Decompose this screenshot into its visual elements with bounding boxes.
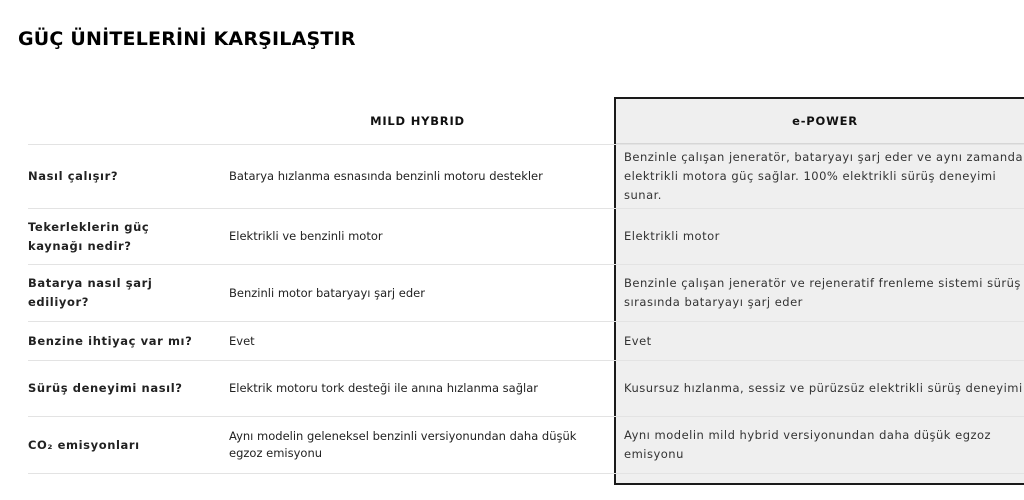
column-header-e-power: e-POWER xyxy=(792,114,858,128)
e-power-value: Aynı modelin mild hybrid versiyonundan daha düşük egzoz emisyonu xyxy=(614,417,1024,474)
mild-hybrid-value: Batarya hızlanma esnasında benzinli motoru destekler xyxy=(221,145,614,209)
table-row xyxy=(28,265,1024,322)
e-power-value: Evet xyxy=(614,322,1024,361)
powertrain-comparison-table xyxy=(28,98,1024,474)
mild-hybrid-value: Evet xyxy=(221,322,614,361)
mild-hybrid-value: Benzinli motor bataryayı şarj eder xyxy=(221,265,614,322)
column-header-label xyxy=(28,98,221,145)
e-power-value: Benzinle çalışan jeneratör, bataryayı şarj eder ve aynı zamanda elektrikli motora güç sağlar. 100% elektrikli sürüş deneyimi sunar. xyxy=(614,145,1024,209)
row-label: Batarya nasıl şarj ediliyor? xyxy=(28,265,221,322)
column-header-mild-hybrid: MILD HYBRID xyxy=(370,114,465,128)
mild-hybrid-value: Aynı modelin geleneksel benzinli versiyonundan daha düşük egzoz emisyonu xyxy=(221,417,614,474)
table-row xyxy=(28,417,1024,474)
table-row xyxy=(28,209,1024,265)
row-label: Benzine ihtiyaç var mı? xyxy=(28,322,221,361)
table-row xyxy=(28,145,1024,209)
row-label: Tekerleklerin güç kaynağı nedir? xyxy=(28,209,221,265)
e-power-value: Elektrikli motor xyxy=(614,209,1024,265)
table-row xyxy=(28,361,1024,417)
row-label: Nasıl çalışır? xyxy=(28,145,221,209)
table-header-row xyxy=(28,98,1024,145)
page-title: GÜÇ ÜNİTELERİNİ KARŞILAŞTIR xyxy=(18,28,356,50)
e-power-value: Benzinle çalışan jeneratör ve rejeneratif frenleme sistemi sürüş sırasında bataryayı şarj eder xyxy=(614,265,1024,322)
mild-hybrid-value: Elektrik motoru tork desteği ile anına hızlanma sağlar xyxy=(221,361,614,417)
table-row xyxy=(28,322,1024,361)
mild-hybrid-value: Elektrikli ve benzinli motor xyxy=(221,209,614,265)
row-label: CO₂ emisyonları xyxy=(28,417,221,474)
row-label: Sürüş deneyimi nasıl? xyxy=(28,361,221,417)
e-power-value: Kusursuz hızlanma, sessiz ve pürüzsüz elektrikli sürüş deneyimi xyxy=(614,361,1024,417)
